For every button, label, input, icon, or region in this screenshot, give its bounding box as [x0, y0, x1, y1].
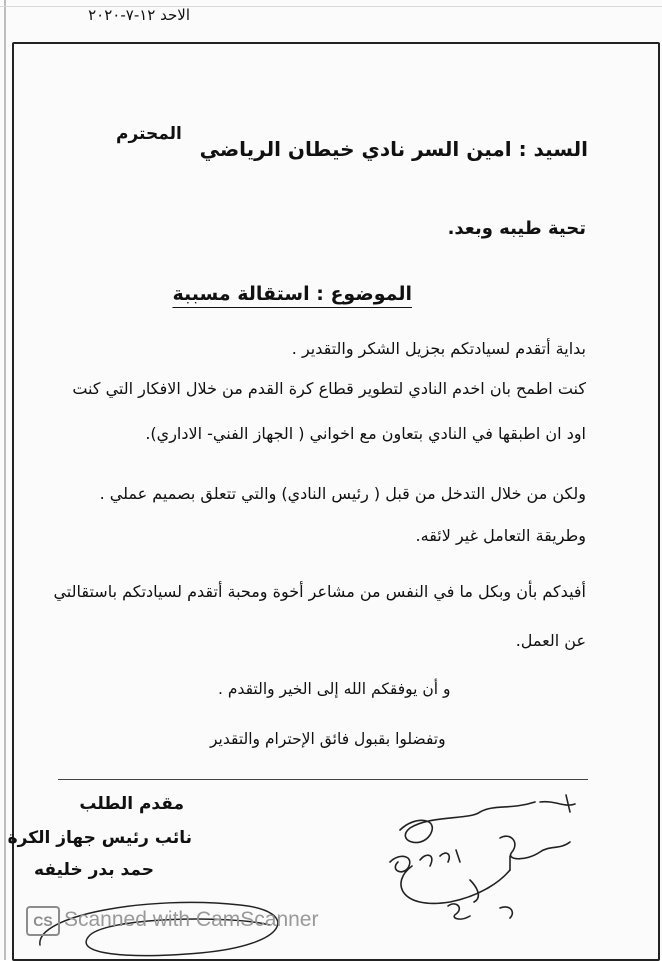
separator-line	[58, 779, 588, 780]
handwritten-signature	[360, 790, 600, 930]
scan-edge-left	[4, 0, 6, 960]
body-paragraph: عن العمل.	[515, 631, 586, 650]
body-paragraph: كنت اطمح بان اخدم النادي لتطوير قطاع كرة القدم من خلال الافكار التي كنت	[72, 379, 586, 398]
body-paragraph: ولكن من خلال التدخل من قبل ( رئيس النادي) والتي تتعلق بصميم عملي .	[99, 484, 586, 503]
closing-wish: و أن يوفقكم الله إلى الخير والتقدم .	[218, 680, 451, 698]
signature-name: حمد بدر خليفه	[34, 860, 154, 880]
closing-regards: وتفضلوا بقبول فائق الإحترام والتقدير	[210, 730, 446, 748]
greeting: تحية طيبه وبعد.	[447, 218, 586, 239]
body-paragraph: بداية أتقدم لسيادتكم بجزيل الشكر والتقدير .	[291, 339, 586, 358]
addressee: السيد : امين السر نادي خيطان الرياضي	[199, 137, 588, 161]
body-paragraph: اود ان اطبقها في النادي بتعاون مع اخواني ( الجهاز الفني- الاداري).	[145, 424, 586, 443]
body-paragraph: أفيدكم بأن وبكل ما في النفس من مشاعر أخوة ومحبة أتقدم لسيادتكم باستقالتي	[53, 582, 586, 601]
camscanner-text: Scanned with CamScanner	[64, 908, 319, 931]
signature-title: مقدم الطلب	[79, 794, 184, 814]
honorific: المحترم	[116, 124, 182, 144]
body-paragraph: وطريقة التعامل غير لائقه.	[415, 526, 586, 545]
letter-date: الاحد ١٢-٧-٢٠٢٠	[88, 6, 190, 24]
camscanner-logo-icon: CS	[26, 906, 60, 936]
signature-position: نائب رئيس جهاز الكرة	[7, 828, 192, 848]
subject-line: الموضوع : استقالة مسببة	[172, 283, 412, 305]
